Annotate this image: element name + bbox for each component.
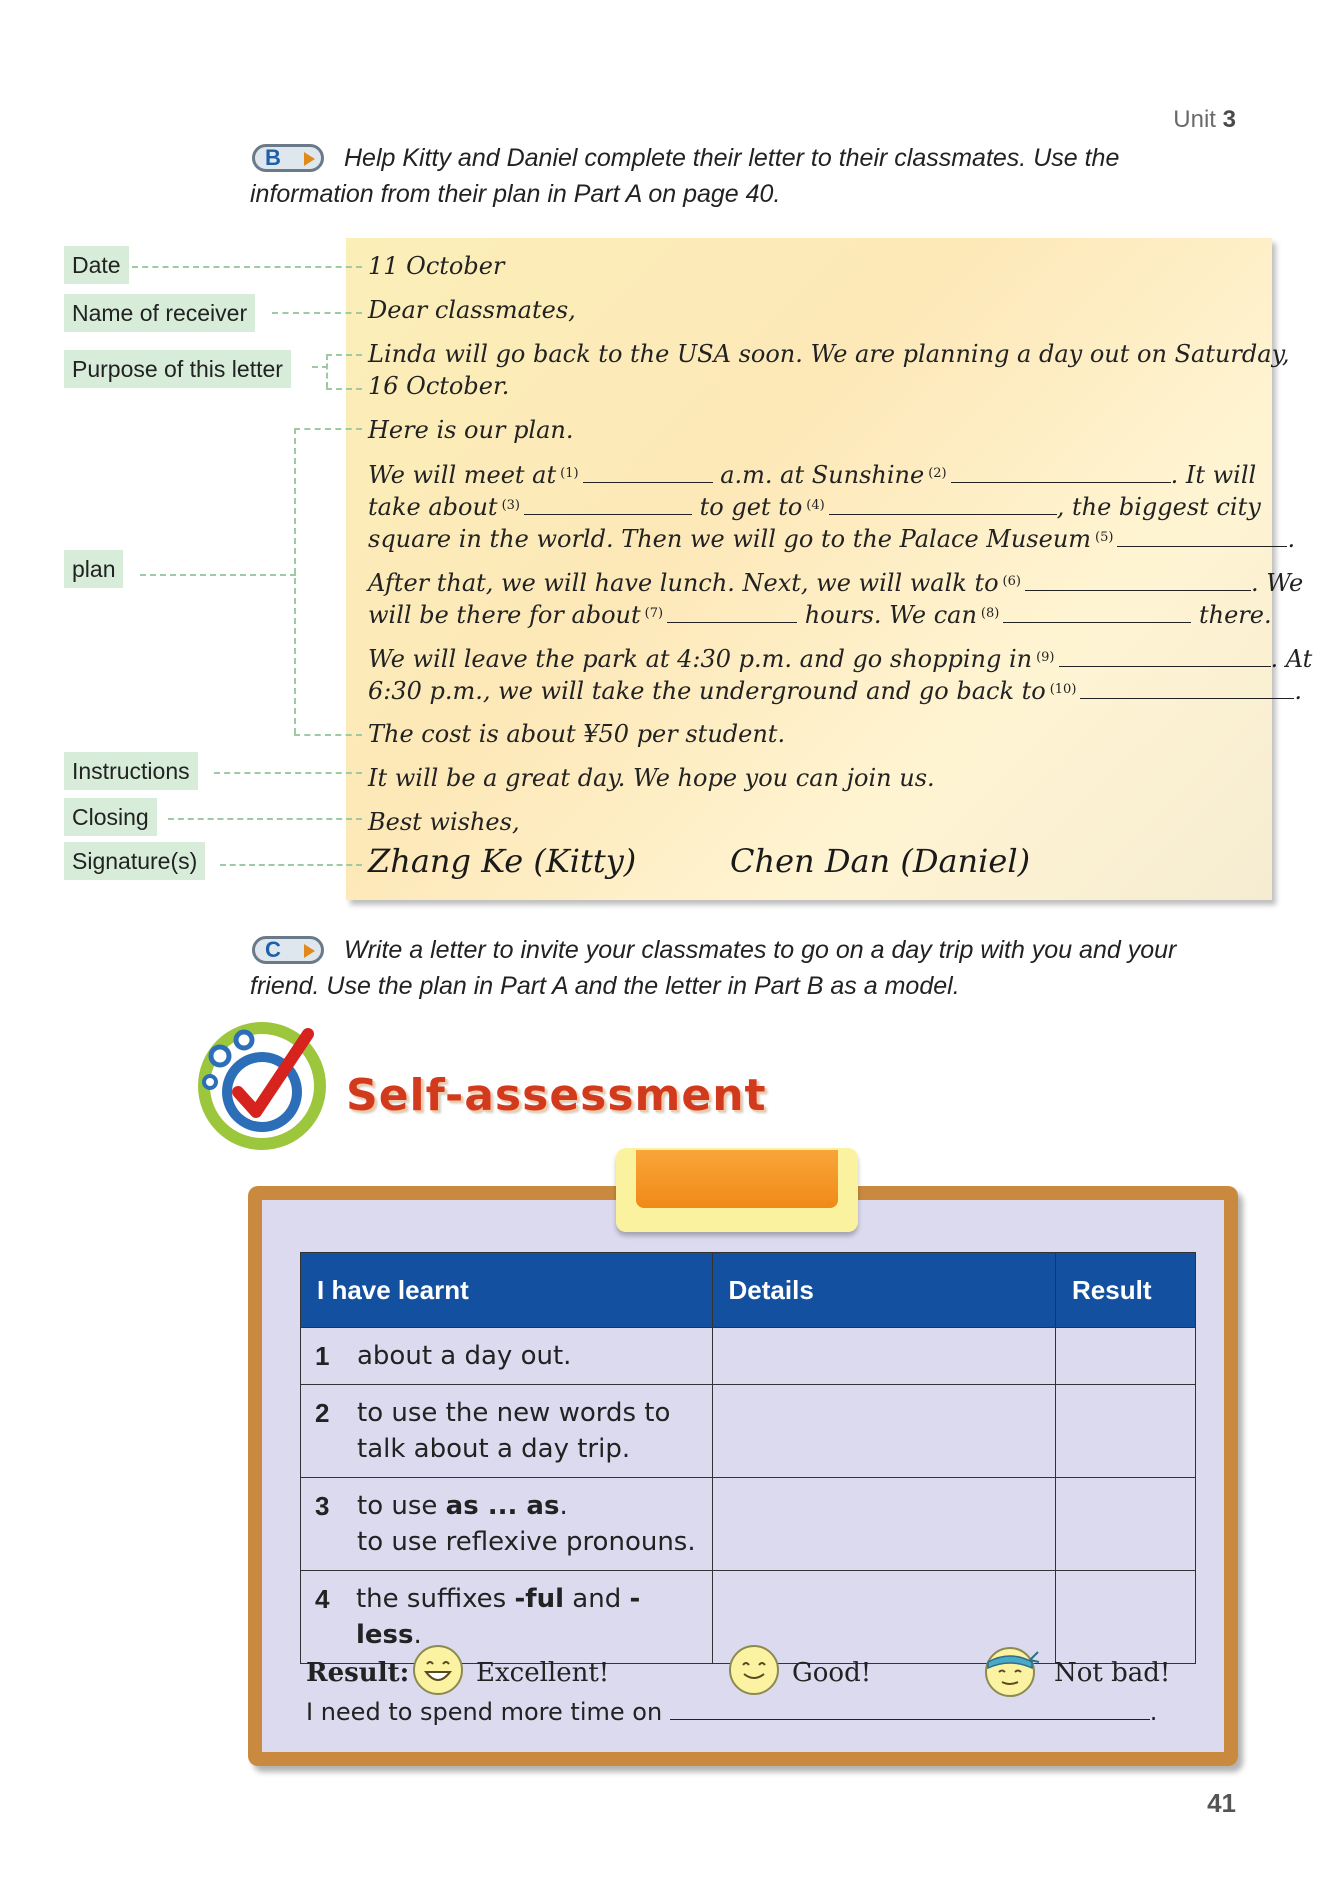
label-date: Date bbox=[64, 246, 129, 284]
blank-6[interactable] bbox=[1025, 570, 1251, 591]
letter-instructions: It will be a great day. We hope you can join us. bbox=[368, 764, 935, 792]
letter-closing: Best wishes, bbox=[368, 808, 520, 836]
blank-8[interactable] bbox=[1003, 602, 1191, 623]
letter-date: 11 October bbox=[368, 252, 505, 280]
connector-receiver bbox=[272, 312, 362, 314]
connector-plan bbox=[140, 574, 296, 576]
letter-plan-line-4: After that, we will have lunch. Next, we will walk to $^{(6)}$ . We bbox=[368, 569, 1304, 597]
blank-5[interactable] bbox=[1117, 526, 1287, 547]
connector-date bbox=[132, 266, 362, 268]
unit-label: Unit 3 bbox=[1173, 106, 1236, 133]
letter-cost: The cost is about ¥50 per student. bbox=[368, 720, 786, 748]
details-cell-2[interactable] bbox=[712, 1385, 1056, 1478]
board-clip-inner bbox=[636, 1150, 838, 1208]
label-plan: plan bbox=[64, 550, 123, 588]
arrow-icon bbox=[304, 944, 315, 958]
self-assessment-table bbox=[300, 1252, 1196, 1664]
letter-plan-line-5: will be there for about $^{(7)}$ hours. We can $^{(8)}$ there. bbox=[368, 601, 1272, 629]
connector-purpose-top bbox=[326, 354, 362, 356]
excellent-face-icon[interactable] bbox=[412, 1644, 464, 1696]
table-row: 2 to use the new words to talk about a day trip. bbox=[301, 1385, 1196, 1478]
bracket-plan bbox=[294, 428, 296, 734]
letter-greeting: Dear classmates, bbox=[368, 296, 576, 324]
letter-plan-intro: Here is our plan. bbox=[368, 416, 574, 444]
part-b-instruction-2: information from their plan in Part A on page 40. bbox=[250, 180, 781, 208]
part-c-instruction-1: Write a letter to invite your classmates to go on a day trip with you and your bbox=[344, 936, 1177, 964]
blank-4[interactable] bbox=[829, 494, 1057, 515]
connector-instructions bbox=[214, 772, 362, 774]
connector-purpose-bottom bbox=[326, 388, 362, 390]
table-row: 3 to use as ... as. to use reflexive pronouns. bbox=[301, 1478, 1196, 1571]
page-number: 41 bbox=[1207, 1788, 1236, 1818]
bracket-purpose bbox=[326, 354, 328, 388]
part-b-badge: B bbox=[252, 144, 324, 172]
header-learnt: I have learnt bbox=[301, 1253, 713, 1328]
part-c-badge: C bbox=[252, 936, 324, 964]
self-assessment-title: Self-assessment bbox=[346, 1070, 767, 1121]
good-face-icon[interactable] bbox=[728, 1644, 780, 1696]
connector-plan-top bbox=[294, 428, 362, 430]
checkmark-logo-icon bbox=[190, 1012, 330, 1152]
result-cell-3[interactable] bbox=[1056, 1478, 1196, 1571]
label-closing: Closing bbox=[64, 798, 157, 836]
good-label: Good! bbox=[792, 1658, 872, 1688]
letter-plan-line-6: We will leave the park at 4:30 p.m. and go shopping in $^{(9)}$ . At bbox=[368, 645, 1313, 673]
connector-closing bbox=[168, 818, 362, 820]
label-signatures: Signature(s) bbox=[64, 842, 205, 880]
letter-purpose-1: Linda will go back to the USA soon. We are planning a day out on Saturday, bbox=[368, 340, 1290, 368]
excellent-label: Excellent! bbox=[476, 1658, 610, 1688]
header-result: Result bbox=[1056, 1253, 1196, 1328]
letter-plan-line-2: take about $^{(3)}$ to get to $^{(4)}$ , the biggest city bbox=[368, 493, 1261, 521]
table-header-row bbox=[301, 1253, 1196, 1328]
not-bad-face-icon[interactable] bbox=[984, 1642, 1040, 1698]
blank-7[interactable] bbox=[667, 602, 797, 623]
details-cell-3[interactable] bbox=[712, 1478, 1056, 1571]
connector-signatures bbox=[220, 864, 362, 866]
need-more-line: I need to spend more time on . bbox=[306, 1698, 1158, 1726]
details-cell-1[interactable] bbox=[712, 1328, 1056, 1385]
blank-2[interactable] bbox=[951, 462, 1171, 483]
label-instructions: Instructions bbox=[64, 752, 198, 790]
blank-3[interactable] bbox=[524, 494, 692, 515]
result-label: Result: bbox=[306, 1658, 410, 1688]
connector-plan-bottom bbox=[294, 734, 362, 736]
blank-9[interactable] bbox=[1059, 646, 1271, 667]
signature-kitty: Zhang Ke (Kitty) bbox=[368, 842, 637, 880]
result-cell-2[interactable] bbox=[1056, 1385, 1196, 1478]
letter-plan-line-1: We will meet at $^{(1)}$ a.m. at Sunshine $^{(2)}$ . It will bbox=[368, 461, 1257, 489]
letter-plan-line-7: 6:30 p.m., we will take the underground and go back to $^{(10)}$ . bbox=[368, 677, 1303, 705]
letter-purpose-2: 16 October. bbox=[368, 372, 510, 400]
table-row: 4 the suffixes -ful and -less. bbox=[301, 1571, 1196, 1664]
header-details: Details bbox=[712, 1253, 1056, 1328]
not-bad-label: Not bad! bbox=[1054, 1658, 1171, 1688]
label-receiver: Name of receiver bbox=[64, 294, 255, 332]
part-b-instruction-1: Help Kitty and Daniel complete their letter to their classmates. Use the bbox=[344, 144, 1120, 172]
result-cell-1[interactable] bbox=[1056, 1328, 1196, 1385]
signature-daniel: Chen Dan (Daniel) bbox=[730, 842, 1031, 880]
label-purpose: Purpose of this letter bbox=[64, 350, 291, 388]
blank-1[interactable] bbox=[583, 462, 713, 483]
result-cell-4[interactable] bbox=[1056, 1571, 1196, 1664]
blank-10[interactable] bbox=[1080, 678, 1294, 699]
arrow-icon bbox=[304, 152, 315, 166]
need-more-blank[interactable] bbox=[670, 1699, 1150, 1720]
table-row: 1 about a day out. bbox=[301, 1328, 1196, 1385]
part-c-instruction-2: friend. Use the plan in Part A and the letter in Part B as a model. bbox=[250, 972, 960, 1000]
letter-plan-line-3: square in the world. Then we will go to the Palace Museum $^{(5)}$ . bbox=[368, 525, 1296, 553]
